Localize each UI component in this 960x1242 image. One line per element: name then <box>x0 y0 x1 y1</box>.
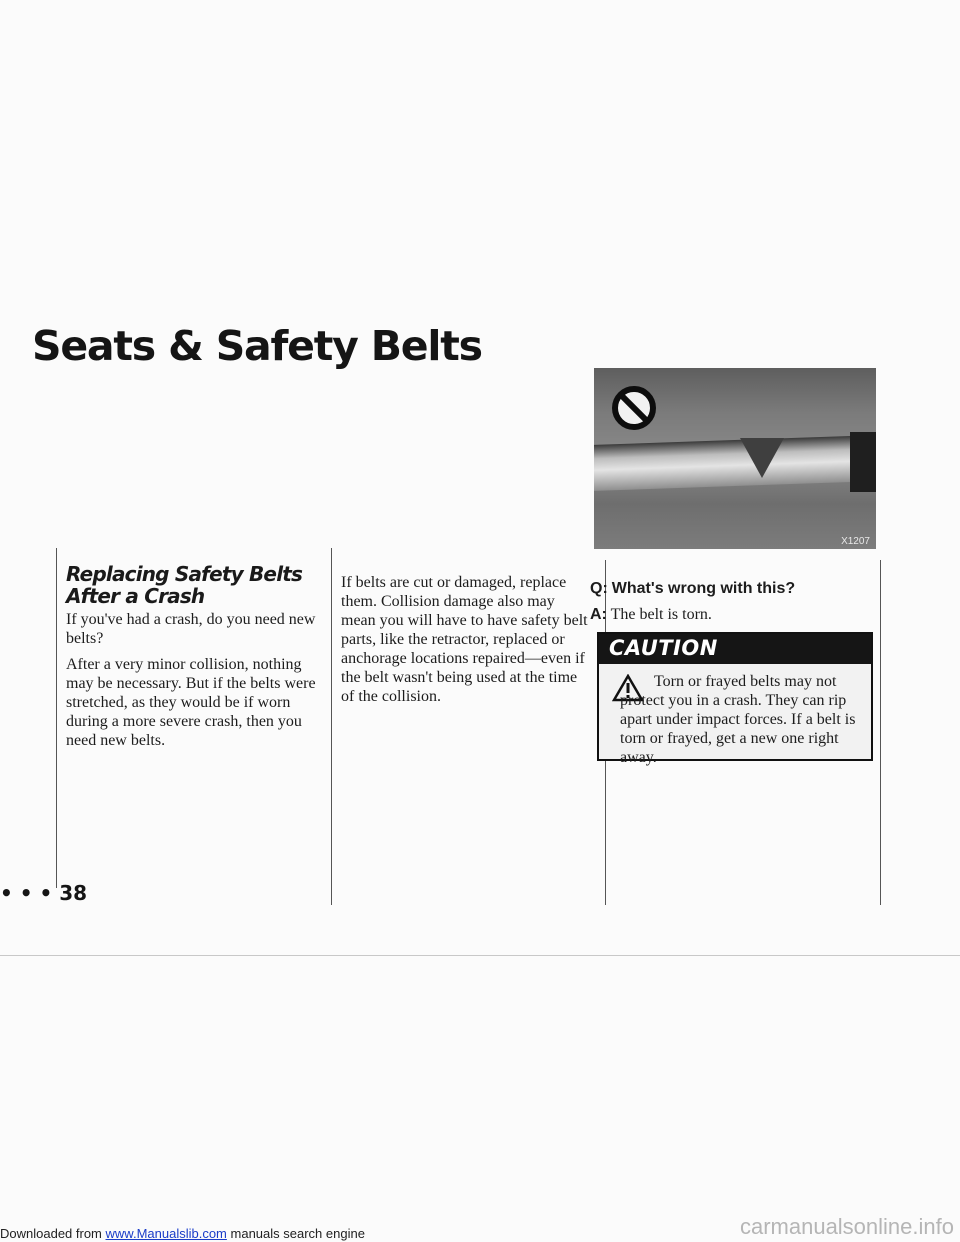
prohibited-icon <box>612 386 656 430</box>
answer-text: The belt is torn. <box>610 606 712 623</box>
column-divider <box>56 548 57 888</box>
section-heading: Replacing Safety Belts After a Crash <box>66 562 303 608</box>
footer-prefix: Downloaded from <box>0 1226 102 1241</box>
page-bottom-rule <box>0 955 960 956</box>
body-paragraph: After a very minor collision, nothing may be necessary. But if the belts were stretched, as they would be if worn during a more severe crash, then you need new belts. <box>66 656 316 749</box>
photo-code: X1207 <box>841 536 870 547</box>
footer-suffix: manuals search engine <box>230 1226 365 1241</box>
answer <box>590 606 712 624</box>
question-prefix: Q: <box>590 580 608 597</box>
torn-belt-photo <box>594 368 876 549</box>
belt-strap <box>594 435 876 491</box>
left-column <box>66 610 318 757</box>
belt-tear <box>740 438 784 478</box>
body-paragraph: If belts are cut or damaged, replace them. Collision damage also may mean you will have to have safety belt parts, like the retractor, replaced or anchorage locations repaired—even if the belt wasn't being used at the time of the collision. <box>341 574 588 705</box>
body-paragraph: If you've had a crash, do you need new belts? <box>66 611 316 647</box>
watermark: carmanualsonline.info <box>739 1214 954 1239</box>
download-footer <box>0 1226 365 1241</box>
caution-text: Torn or frayed belts may not protect you in a crash. They can rip apart under impact forces. If a belt is torn or frayed, get a new one right away. <box>620 673 856 766</box>
middle-column <box>341 573 593 713</box>
manualslib-link[interactable]: www.Manualslib.com <box>105 1226 227 1241</box>
caution-header <box>599 634 871 664</box>
column-divider <box>331 548 332 905</box>
caution-box <box>597 632 873 766</box>
page-title: Seats & Safety Belts <box>32 322 482 370</box>
page-number: • • • 38 <box>0 881 88 905</box>
question-text: What's wrong with this? <box>611 580 796 597</box>
answer-prefix: A: <box>590 606 607 623</box>
caution-label: CAUTION <box>609 636 718 660</box>
question <box>590 580 795 598</box>
column-divider <box>880 560 881 905</box>
belt-end <box>850 432 876 492</box>
